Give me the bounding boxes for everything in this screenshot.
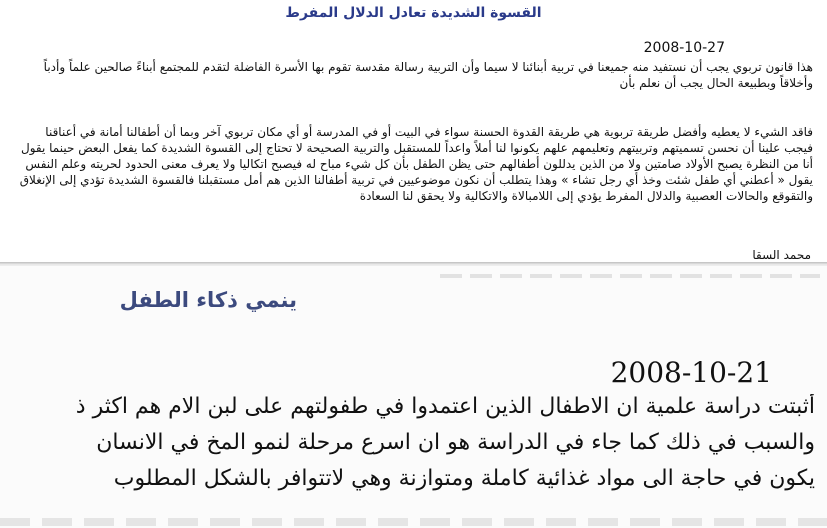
article-paragraph: هذا قانون تربوي يجب أن نستفيد منه جميعنا في تربية أبنائنا لا سيما وأن التربية رسالة مقدسة تقوم بها الأسرة الفاضلة لتقدم للمجتمع أبناءً صالحين علماً وأدباً وأخلاقاً وبطبيعة الحال يجب أن نعلم بأن: [43, 60, 813, 90]
article-clipping-bottom: [0, 266, 827, 528]
article-text-line: أثبتت دراسة علمية ان الاطفال الذين اعتمدوا في طفولتهم على لبن الام هم اكثر ذ: [75, 394, 815, 419]
article-clipping-top: [0, 0, 827, 262]
bleed-through-text: [0, 518, 827, 526]
bleed-through-text: [440, 274, 820, 278]
article-date: 2008-10-27: [643, 40, 725, 56]
article-text-line: يكون في حاجة الى مواد غذائية كاملة ومتوازنة وهي لاتتوافر بالشكل المطلوب: [113, 466, 815, 491]
article-text-line: والسبب في ذلك كما جاء في الدراسة هو ان اسرع مرحلة لنمو المخ في الانسان: [96, 430, 815, 455]
article-title: القسوة الشديدة تعادل الدلال المفرط: [285, 5, 542, 21]
article-date: 2008-10-21: [610, 356, 772, 389]
article-title: ينمي ذكاء الطفل: [119, 288, 297, 312]
article-paragraph: فاقد الشيء لا يعطيه وأفضل طريقة تربوية هي طريقة القدوة الحسنة سواء في البيت أو في المدرسة أو أي مكان تربوي آخر وبما أن أطفالنا أمانة في أعناقنا فيجب علينا أن نحسن تسميتهم وتربيتهم وتعليمهم علهم يكونوا لنا أملاً واعداً للمستقبل والتربية الصحيحة لا تحتاج إلى القسوة الشديدة كما يفعل البعض حينما يقول أنا من النظرة يصبح الأولاد صامتين ولا من الذين يدللون أطفالهم حتى يظن الطفل بأن كل شيء مباح له فيصبح اتكاليا ولا يعرف معنى الحدود لحريته وعلم النفس يقول « أعطني أي طفل شئت وخذ أي رجل تشاء » وهذا يتطلب أن نكون موضوعيين في تربية أطفالنا الذين هم أمل مستقبلنا فالقسوة الشديدة تؤدي إلى الإنغلاق والتقوقع والحالات العصبية والدلال المفرط يؤدي إلى اللامبالاة والاتكالية ولا يحقق لنا السعادة: [19, 125, 813, 203]
author-signature: محمد السقا: [752, 248, 811, 262]
